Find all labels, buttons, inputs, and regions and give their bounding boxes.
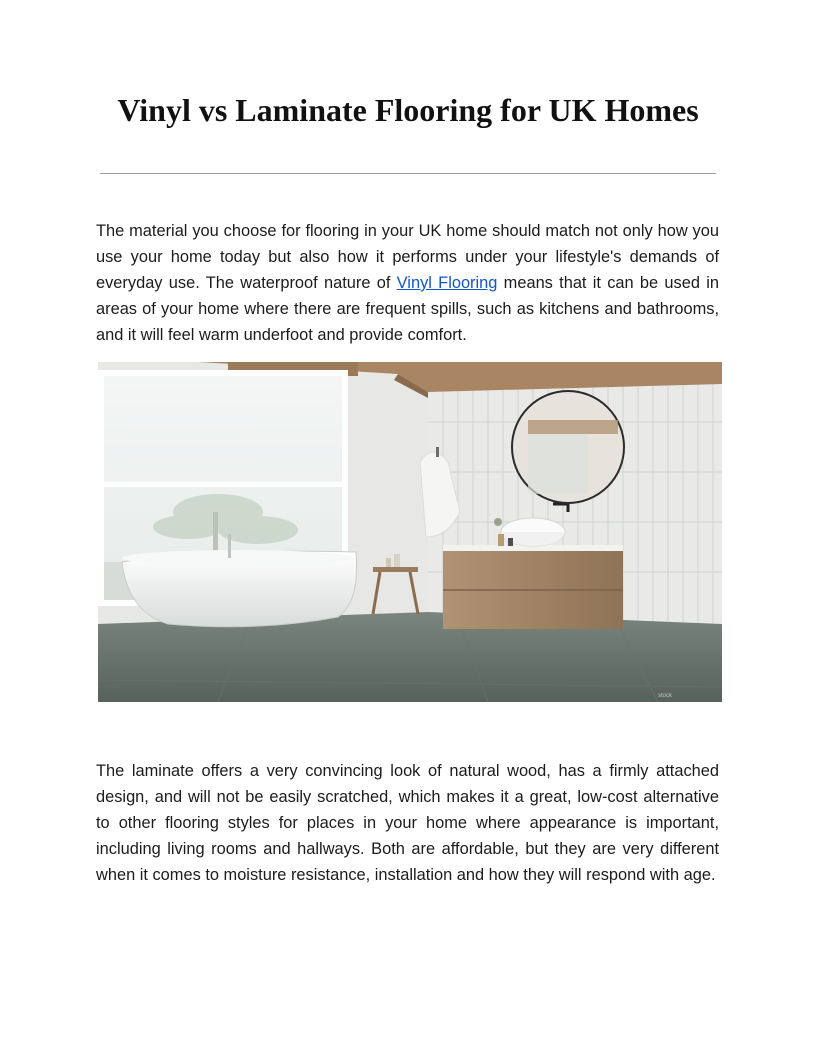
bathroom-photo: [98, 362, 722, 702]
laminate-paragraph: The laminate offers a very convincing look of natural wood, has a firmly attached design, and will not be easily scratched, which makes it a great, low-cost alternative to other flooring styles for places in your home where appearance is important, including living rooms and hallways. Both are affordable, but they are very different when it comes to moisture resistance, installation and how they will respond with age.: [96, 762, 719, 884]
intro-text-end: means that it can be used in areas of your home where there are frequent spills, such as kitchens and bathrooms, and it will feel warm underfoot and provide comfort.: [96, 274, 720, 344]
intro-text-start: The material you choose for flooring in your UK home should match not only how you use your home today but also how it performs under your lifestyle's demands of everyday use. The waterproof nature of: [96, 222, 719, 292]
vinyl-flooring-link[interactable]: Vinyl Flooring: [396, 274, 498, 292]
title-divider: [100, 173, 716, 174]
svg-text:stock: stock: [658, 693, 673, 699]
page-title: Vinyl vs Laminate Flooring for UK Homes: [117, 92, 699, 128]
intro-paragraph: [96, 218, 719, 348]
